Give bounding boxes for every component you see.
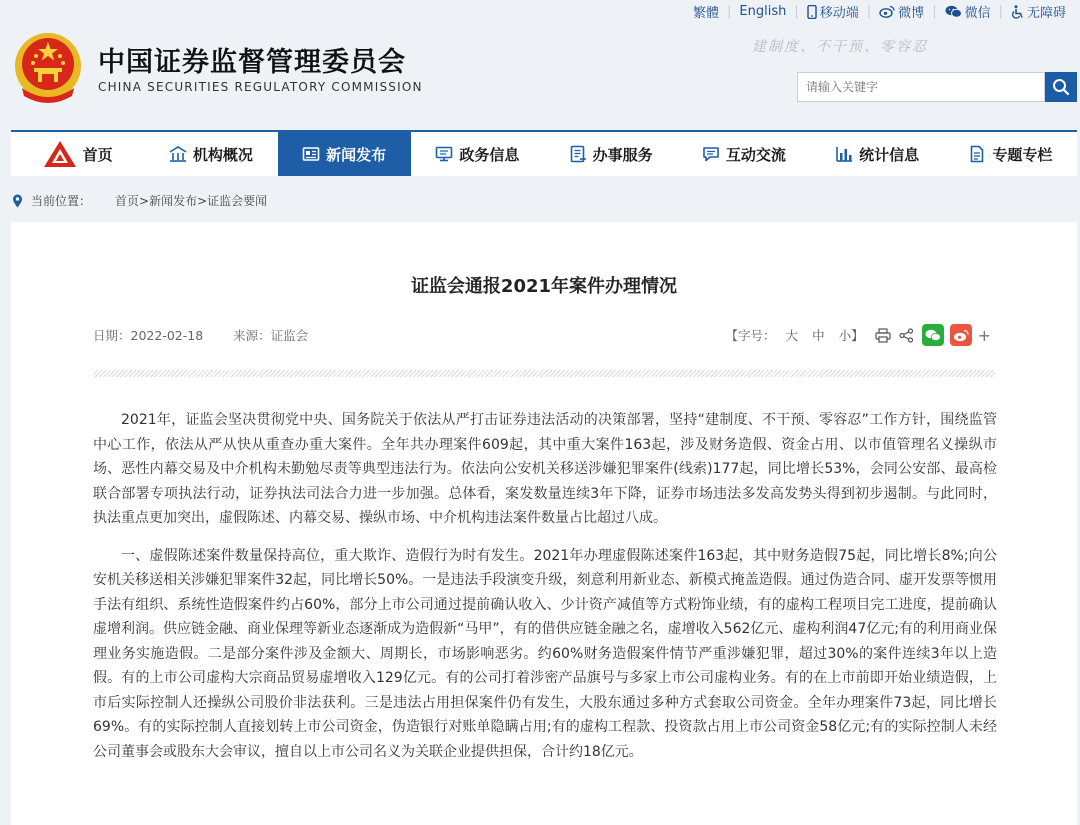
article-source: 来源：证监会 <box>233 328 309 343</box>
weibo-share-button[interactable] <box>950 324 972 346</box>
mobile-link[interactable] <box>807 2 859 21</box>
nav-label: 政务信息 <box>459 145 520 164</box>
separator: | <box>866 4 872 19</box>
wechat-share-icon <box>925 329 941 342</box>
search-input[interactable] <box>797 72 1045 102</box>
font-size-medium-button[interactable]: 中 <box>812 328 825 343</box>
title-divider <box>93 370 995 377</box>
document-icon <box>968 145 986 163</box>
weibo-icon <box>879 5 895 18</box>
nav-label: 新闻发布 <box>326 145 387 164</box>
article-card <box>11 222 1077 825</box>
separator: | <box>727 4 732 19</box>
mobile-phone-icon <box>807 5 817 19</box>
wechat-icon <box>945 5 962 18</box>
traditional-link[interactable]: 繁體 <box>693 6 720 21</box>
nav-item-interaction[interactable] <box>677 132 810 176</box>
search-button[interactable] <box>1045 72 1077 102</box>
separator: | <box>932 4 937 19</box>
nav-item-services[interactable] <box>544 132 677 176</box>
site-header <box>0 22 1080 130</box>
wheelchair-icon <box>1011 5 1024 19</box>
slogan: 建制度、不干预、零容忍 <box>752 39 928 55</box>
nav-label: 首页 <box>82 145 113 164</box>
separator: | <box>794 4 799 19</box>
utility-bar <box>0 0 1080 22</box>
breadcrumb <box>12 192 267 209</box>
share-button[interactable] <box>898 326 916 344</box>
nav-item-gov-info[interactable] <box>411 132 544 176</box>
nav-item-statistics[interactable] <box>811 132 944 176</box>
nav-label: 统计信息 <box>859 145 920 164</box>
more-share-icon[interactable]: + <box>977 325 991 345</box>
accessibility-label: 无障碍 <box>1026 6 1066 21</box>
weibo-share-icon <box>953 329 969 342</box>
article-paragraph: 一、虚假陈述案件数量保持高位，重大欺诈、造假行为时有发生。2021年办理虚假陈述案件163起，其中财务造假75起，同比增长8%;向公安机关移送相关涉嫌犯罪案件32起，同比增长50%。一是违法手段演变升级，刻意利用新业态、新模式掩盖造假。通过伪造合同、虚开发票等惯用手法有组织、系统性造假案件约占60%，部分上市公司通过提前确认收入、少计资产减值等方式粉饰业绩，有的虚构工程项目完工进度，提前确认虚增利润。供应链金融、商业保理等新业态逐渐成为造假新“马甲”，有的借供应链金融之名，虚增收入562亿元、虚构利润47亿元;有的利用商业保理业务实施造假。二是部分案件涉及金额大、周期长，市场影响恶劣。约60%财务造假案件情节严重涉嫌犯罪，超过30%的案件连续3年以上造假。有的上市公司虚构大宗商品贸易虚增收入129亿元。有的公司打着涉密产品旗号与多家上市公司虚构业务。有的在上市前即开始业绩造假，上市后实际控制人还操纵公司股价非法获利。三是违法占用担保案件仍有发生，大股东通过多种方式套取公司资金。全年办理案件73起，同比增长69%。有的实际控制人直接划转上市公司资金，伪造银行对账单隐瞒占用;有的虚构工程款、投资款占用上市公司资金58亿元;有的实际控制人未经公司董事会或股东大会审议，擅自以上市公司名义为关联企业提供担保，合计约18亿元。 <box>93 547 997 760</box>
font-size-small-button[interactable]: 小】 <box>838 328 864 343</box>
nav-item-org[interactable] <box>144 132 277 176</box>
english-link[interactable]: English <box>739 4 787 19</box>
separator: | <box>998 4 1003 19</box>
breadcrumb-path[interactable]: 首页>新闻发布>证监会要闻 <box>115 194 268 208</box>
wechat-label: 微信 <box>964 6 991 21</box>
article-paragraph: 2021年，证监会坚决贯彻党中央、国务院关于依法从严打击证券违法活动的决策部署，坚持“建制度、不干预、零容忍”工作方针，围绕监管中心工作，依法从严从快从重查办重大案件。全年共办理案件609起，其中重大案件163起，涉及财务造假、资金占用、以市值管理名义操纵市场、恶性内幕交易及中介机构未勤勉尽责等典型违法行为。依法向公安机关移送涉嫌犯罪案件(线索)177起，同比增长53%，会同公安部、最高检联合部署专项执法行动，证券执法司法合力进一步加强。总体看，案发数量连续3年下降，证券市场违法多发高发势头得到初步遏制。与此同时，执法重点更加突出，虚假陈述、内幕交易、操纵市场、中介机构违法案件数量占比超过八成。 <box>93 412 997 526</box>
wechat-share-button[interactable] <box>922 324 944 346</box>
article-body <box>93 408 997 777</box>
nav-label: 互动交流 <box>725 145 786 164</box>
document-list-icon <box>569 145 587 163</box>
building-icon <box>169 145 187 163</box>
article-tools <box>726 324 991 346</box>
main-nav <box>11 130 1077 176</box>
search-icon <box>1052 78 1070 96</box>
national-emblem-icon <box>12 30 84 106</box>
nav-item-home[interactable] <box>11 132 144 176</box>
newspaper-icon <box>302 145 320 163</box>
article-title: 证监会通报2021年案件办理情况 <box>410 276 678 297</box>
article-date: 日期：2022-02-18 <box>93 328 204 343</box>
accessibility-link[interactable] <box>1011 2 1066 21</box>
article-meta <box>93 326 308 344</box>
chat-icon <box>702 145 720 163</box>
nav-item-topics[interactable] <box>944 132 1077 176</box>
nav-label: 专题专栏 <box>992 145 1053 164</box>
nav-label: 办事服务 <box>592 145 653 164</box>
org-name-chinese: 中国证券监督管理委员会 <box>98 47 406 78</box>
weibo-link[interactable] <box>879 2 924 21</box>
wechat-link[interactable] <box>945 2 991 21</box>
mobile-label: 移动端 <box>819 6 859 21</box>
weibo-label: 微博 <box>898 6 925 21</box>
org-name-english: CHINA SECURITIES REGULATORY COMMISSION <box>98 80 423 94</box>
print-icon <box>875 328 891 343</box>
utility-links <box>693 2 1066 21</box>
bar-chart-icon <box>835 145 853 163</box>
breadcrumb-label: 当前位置： <box>31 194 92 208</box>
share-icon <box>899 328 914 343</box>
nav-label: 机构概况 <box>192 145 253 164</box>
font-size-label: 【字号： <box>725 328 776 343</box>
home-logo-icon <box>43 140 77 168</box>
font-size-large-button[interactable]: 大 <box>785 328 799 343</box>
print-button[interactable] <box>874 326 892 344</box>
location-pin-icon <box>12 194 23 208</box>
nav-item-news[interactable] <box>278 132 411 176</box>
monitor-icon <box>435 145 453 163</box>
